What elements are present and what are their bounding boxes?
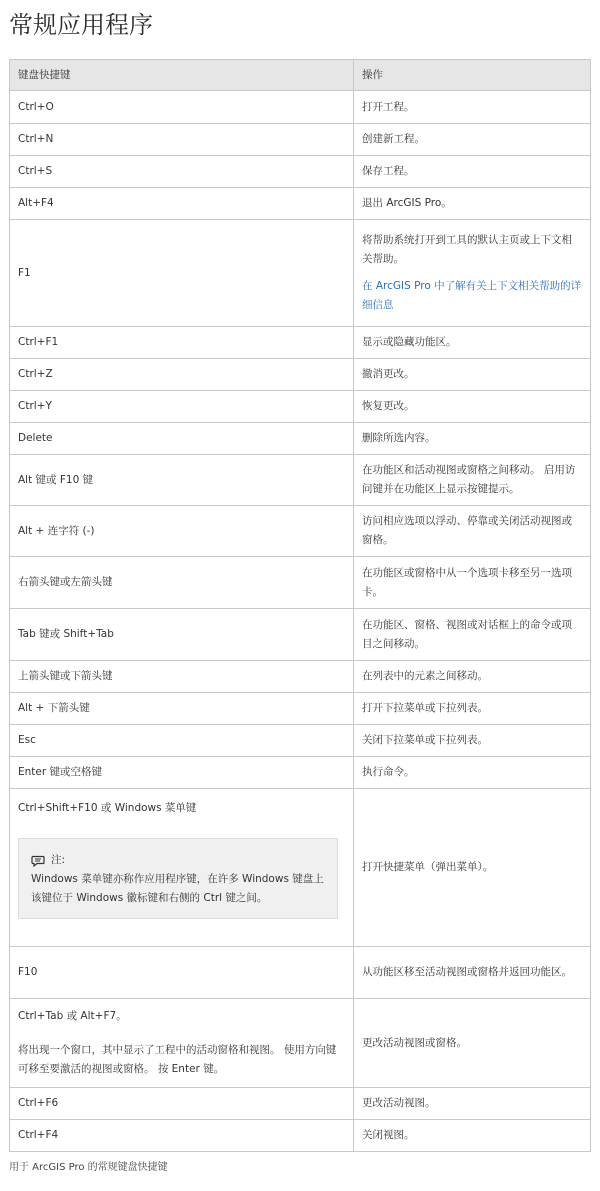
- shortcut-cell: F10: [10, 947, 354, 999]
- shortcut-cell: Ctrl+O: [10, 91, 354, 124]
- shortcut-text: Ctrl+Shift+F10 或 Windows 菜单键: [18, 802, 197, 814]
- shortcut-cell: Ctrl+N: [10, 124, 354, 156]
- shortcut-cell: [10, 999, 354, 1088]
- table-row: [10, 947, 591, 999]
- context-help-link[interactable]: 在 ArcGIS Pro 中了解有关上下文相关帮助的详细信息: [362, 280, 582, 311]
- shortcut-cell: Ctrl+Z: [10, 359, 354, 391]
- action-cell: 在功能区或窗格中从一个选项卡移至另一选项卡。: [354, 557, 591, 609]
- table-row: [10, 661, 591, 693]
- table-row: [10, 156, 591, 188]
- action-cell: 显示或隐藏功能区。: [354, 327, 591, 359]
- table-row: [10, 423, 591, 455]
- table-row: [10, 609, 591, 661]
- action-cell: 退出 ArcGIS Pro。: [354, 188, 591, 220]
- table-row: [10, 506, 591, 557]
- table-header-row: [10, 60, 591, 91]
- table-row: [10, 789, 591, 947]
- shortcut-cell: Alt + 连字符 (-): [10, 506, 354, 557]
- speech-bubble-icon: [31, 855, 45, 867]
- shortcuts-table: [9, 59, 591, 1152]
- header-action: 操作: [354, 60, 591, 91]
- table-row: [10, 725, 591, 757]
- table-caption: 用于 ArcGIS Pro 的常规键盘快捷键: [9, 1162, 168, 1173]
- table-row: [10, 327, 591, 359]
- shortcut-cell: Tab 键或 Shift+Tab: [10, 609, 354, 661]
- table-row: [10, 91, 591, 124]
- action-cell: 关闭下拉菜单或下拉列表。: [354, 725, 591, 757]
- shortcut-cell: 右箭头键或左箭头键: [10, 557, 354, 609]
- shortcut-cell: Alt + 下箭头键: [10, 693, 354, 725]
- action-cell: 撤消更改。: [354, 359, 591, 391]
- table-row: [10, 693, 591, 725]
- shortcut-cell: [10, 789, 354, 947]
- shortcut-detail: 将出现一个窗口，其中显示了工程中的活动窗格和视图。 使用方向键可移至要激活的视图或窗格。 按 Enter 键。: [18, 1044, 337, 1075]
- action-cell: 创建新工程。: [354, 124, 591, 156]
- table-row: [10, 557, 591, 609]
- action-cell: 在功能区、窗格、视图或对话框上的命令或项目之间移动。: [354, 609, 591, 661]
- action-cell: 删除所选内容。: [354, 423, 591, 455]
- shortcut-cell: Enter 键或空格键: [10, 757, 354, 789]
- shortcut-cell: Esc: [10, 725, 354, 757]
- shortcut-cell: F1: [10, 220, 354, 327]
- action-cell: 打开快捷菜单（弹出菜单）。: [354, 789, 591, 947]
- action-cell: 打开下拉菜单或下拉列表。: [354, 693, 591, 725]
- action-cell: 更改活动视图或窗格。: [354, 999, 591, 1088]
- note-title: 注:: [51, 854, 66, 866]
- action-cell: 在功能区和活动视图或窗格之间移动。 启用访问键并在功能区上显示按键提示。: [354, 455, 591, 506]
- note-header: [31, 851, 325, 870]
- table-row: [10, 220, 591, 327]
- table-row: [10, 757, 591, 789]
- table-row: [10, 999, 591, 1088]
- action-cell: 打开工程。: [354, 91, 591, 124]
- note-box: [18, 838, 338, 919]
- action-cell: 在列表中的元素之间移动。: [354, 661, 591, 693]
- shortcut-cell: 上箭头键或下箭头键: [10, 661, 354, 693]
- shortcut-cell: Ctrl+Y: [10, 391, 354, 423]
- action-cell: 恢复更改。: [354, 391, 591, 423]
- shortcut-cell: Ctrl+F1: [10, 327, 354, 359]
- table-row: [10, 124, 591, 156]
- table-row: [10, 455, 591, 506]
- shortcut-cell: Delete: [10, 423, 354, 455]
- shortcut-cell: Alt+F4: [10, 188, 354, 220]
- action-cell: 更改活动视图。: [354, 1088, 591, 1120]
- shortcut-text: Ctrl+Tab 或 Alt+F7。: [18, 1010, 127, 1022]
- action-text: 将帮助系统打开到工具的默认主页或上下文相关帮助。: [362, 234, 572, 265]
- shortcut-cell: Ctrl+F6: [10, 1088, 354, 1120]
- table-row: [10, 1088, 591, 1120]
- action-cell: 执行命令。: [354, 757, 591, 789]
- page-title: 常规应用程序: [9, 11, 153, 39]
- action-cell: 保存工程。: [354, 156, 591, 188]
- action-cell: 关闭视图。: [354, 1120, 591, 1152]
- shortcut-cell: Ctrl+S: [10, 156, 354, 188]
- shortcut-cell: Alt 键或 F10 键: [10, 455, 354, 506]
- action-cell: [354, 220, 591, 327]
- action-cell: 访问相应选项以浮动、停靠或关闭活动视图或窗格。: [354, 506, 591, 557]
- table-row: [10, 391, 591, 423]
- table-row: [10, 1120, 591, 1152]
- table-row: [10, 359, 591, 391]
- header-shortcut: 键盘快捷键: [10, 60, 354, 91]
- table-row: [10, 188, 591, 220]
- note-text: Windows 菜单键亦称作应用程序键，在许多 Windows 键盘上该键位于 Windows 徽标键和右侧的 Ctrl 键之间。: [31, 873, 324, 904]
- shortcut-cell: Ctrl+F4: [10, 1120, 354, 1152]
- action-cell: 从功能区移至活动视图或窗格并返回功能区。: [354, 947, 591, 999]
